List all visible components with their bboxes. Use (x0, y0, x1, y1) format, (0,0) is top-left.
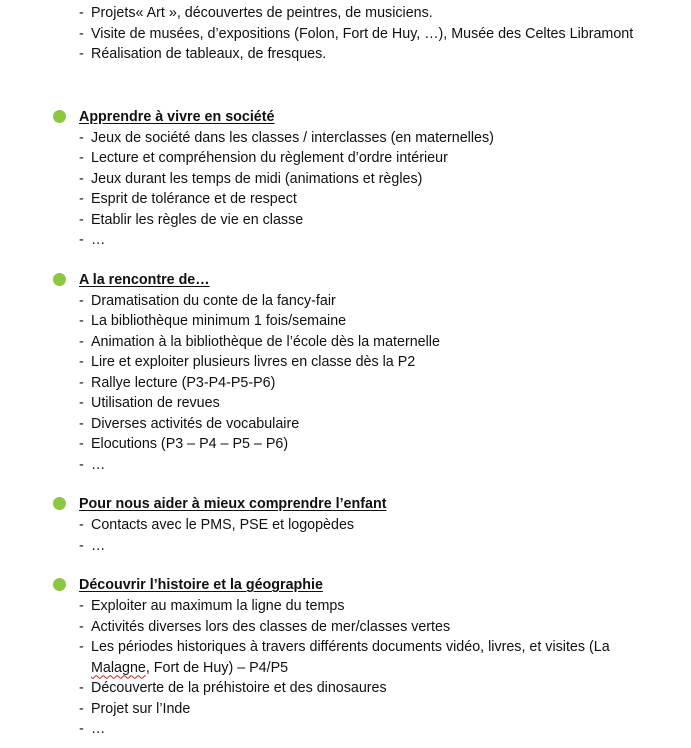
list-item (0, 44, 691, 65)
list-item (0, 189, 691, 210)
section-heading (0, 107, 691, 128)
list-item (0, 210, 691, 231)
list-item-text: Lire et exploiter plusieurs livres en classe dès la P2 (91, 354, 416, 370)
dash-marker: - (79, 374, 84, 391)
list-item (0, 311, 691, 332)
list-item-text: Dramatisation du conte de la fancy-fair (91, 292, 336, 309)
list-item-text-part: , Fort de Huy) – P4/P5 (145, 659, 289, 676)
section-title: Pour nous aider à mieux comprendre l’enfant (79, 496, 387, 512)
list-item-text: La bibliothèque minimum 1 fois/semaine (91, 313, 347, 329)
spacer (0, 556, 691, 575)
list-item-text: … (91, 721, 106, 737)
list-item-text: Découverte de la préhistoire et des dinosaures (91, 680, 387, 696)
green-bullet-icon (53, 273, 66, 286)
list-item-text: Exploiter au maximum la ligne du temps (91, 598, 345, 614)
section-histoire-geographie (0, 575, 691, 740)
list-item (0, 3, 691, 24)
section-list (0, 515, 691, 556)
dash-marker: - (79, 46, 84, 62)
dash-marker: - (79, 456, 84, 473)
list-item (0, 536, 691, 557)
list-item-text: Animation à la bibliothèque de l’école dès la maternelle (91, 333, 440, 350)
dash-marker: - (79, 170, 84, 187)
list-item (0, 169, 691, 190)
green-bullet-icon (53, 497, 66, 510)
dash-marker: - (79, 618, 84, 635)
list-item (0, 719, 691, 740)
list-item (0, 434, 691, 455)
list-item (0, 352, 691, 373)
list-item-text: Elocutions (P3 – P4 – P5 – P6) (91, 436, 289, 452)
section-vivre-en-societe (0, 107, 691, 251)
dash-marker: - (79, 721, 84, 737)
list-item (0, 596, 691, 617)
list-item (0, 678, 691, 699)
dash-marker: - (79, 517, 84, 533)
dash-marker: - (79, 680, 84, 696)
dash-marker: - (79, 436, 84, 452)
spellcheck-flagged-word[interactable]: Malagne (91, 659, 146, 676)
list-item (0, 128, 691, 149)
dash-marker: - (79, 354, 84, 370)
list-item (0, 617, 691, 638)
list-item (0, 455, 691, 476)
list-item-text: Lecture et compréhension du règlement d’ordre intérieur (91, 150, 448, 166)
list-item-text: Rallye lecture (P3-P4-P5-P6) (91, 374, 276, 391)
list-item-text: Etablir les règles de vie en classe (91, 211, 304, 228)
list-item (0, 24, 691, 45)
intro-list (0, 3, 691, 65)
spacer (0, 475, 691, 494)
list-item (0, 230, 691, 251)
list-item (0, 291, 691, 312)
list-item (0, 373, 691, 394)
document-page (0, 3, 691, 740)
section-heading (0, 575, 691, 596)
dash-marker: - (79, 598, 84, 614)
list-item (0, 393, 691, 414)
green-bullet-icon (53, 110, 66, 123)
section-heading (0, 270, 691, 291)
list-item (0, 148, 691, 169)
list-item (0, 414, 691, 435)
dash-marker: - (79, 395, 84, 411)
list-item-text: Activités diverses lors des classes de mer/classes vertes (91, 618, 451, 635)
list-item (0, 699, 691, 720)
list-item-text: … (91, 537, 106, 554)
section-a-la-rencontre (0, 270, 691, 476)
section-heading (0, 494, 691, 515)
list-item-text: Jeux de société dans les classes / interclasses (en maternelles) (91, 129, 494, 146)
dash-marker: - (79, 129, 84, 146)
list-item-text: Contacts avec le PMS, PSE et logopèdes (91, 517, 355, 533)
green-bullet-icon (53, 578, 66, 591)
spacer (0, 65, 691, 107)
list-item-text (91, 639, 610, 676)
dash-marker: - (79, 292, 84, 309)
section-title: Découvrir l’histoire et la géographie (79, 577, 323, 593)
dash-marker: - (79, 333, 84, 350)
spacer (0, 251, 691, 270)
list-item-text: Projets« Art », découvertes de peintres, de musiciens. (91, 5, 433, 21)
dash-marker: - (79, 700, 84, 717)
dash-marker: - (79, 191, 84, 207)
dash-marker: - (79, 313, 84, 329)
dash-marker: - (79, 537, 84, 554)
list-item-text: Réalisation de tableaux, de fresques. (91, 46, 327, 62)
section-list (0, 128, 691, 251)
list-item-text: Utilisation de revues (91, 395, 220, 411)
section-list (0, 291, 691, 476)
dash-marker: - (79, 150, 84, 166)
section-comprendre-enfant (0, 494, 691, 556)
list-item-text: Diverses activités de vocabulaire (91, 415, 300, 432)
list-item (0, 515, 691, 536)
dash-marker: - (79, 639, 84, 655)
list-item-text: … (91, 456, 106, 473)
list-item-text-part: Les périodes historiques à travers différents documents vidéo, livres, et visites (La (91, 639, 610, 655)
list-item (0, 637, 691, 678)
dash-marker: - (79, 415, 84, 432)
dash-marker: - (79, 5, 84, 21)
list-item-text: Esprit de tolérance et de respect (91, 191, 297, 207)
dash-marker: - (79, 25, 84, 42)
section-title: Apprendre à vivre en société (79, 108, 275, 125)
section-list (0, 596, 691, 740)
list-item-text: Visite de musées, d’expositions (Folon, Fort de Huy, …), Musée des Celtes Libramont (91, 25, 634, 42)
section-title: A la rencontre de… (79, 271, 210, 288)
list-item (0, 332, 691, 353)
list-item-text: … (91, 232, 106, 248)
dash-marker: - (79, 232, 84, 248)
list-item-text: Projet sur l’Inde (91, 700, 191, 717)
list-item-text: Jeux durant les temps de midi (animations et règles) (91, 170, 423, 187)
dash-marker: - (79, 211, 84, 228)
